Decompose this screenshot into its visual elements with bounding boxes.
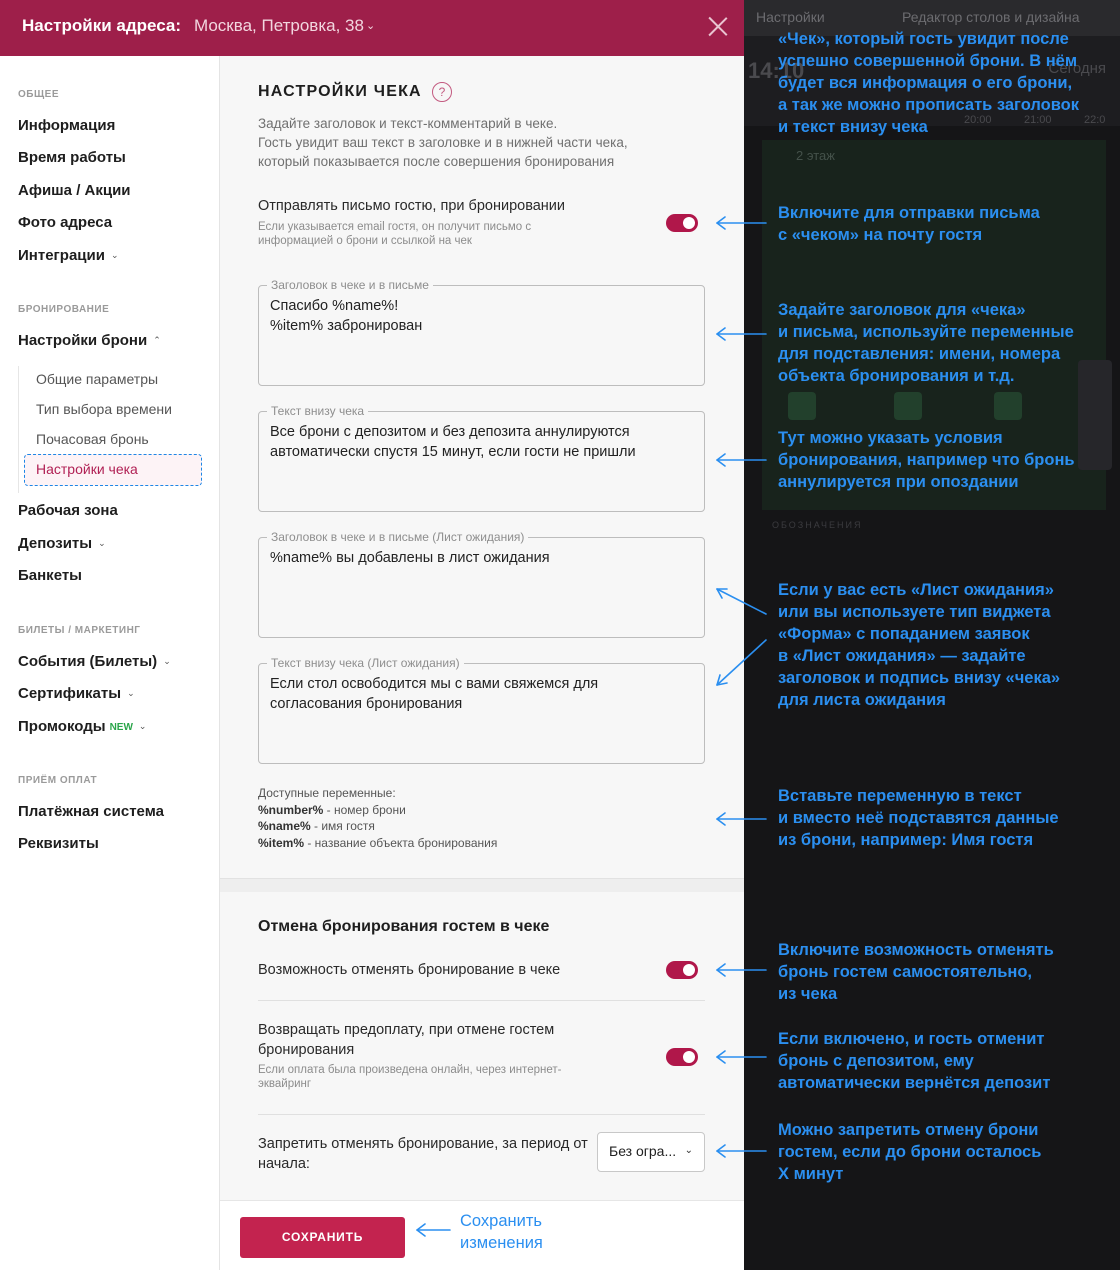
field-value[interactable]: Спасибо %name%! %item% забронирован (270, 298, 423, 334)
divider (258, 1000, 705, 1001)
annotation-waitlist (778, 579, 1060, 711)
cancel-allow-label: Возможность отменять бронирование в чеке (258, 962, 561, 978)
chevron-down-icon: ⌄ (110, 250, 119, 260)
annotation-line: Вставьте переменную в текст (778, 787, 1022, 805)
field-label: Заголовок в чеке и в письме (267, 278, 433, 292)
bg-hour: 21:00 (1024, 114, 1052, 126)
variable-item (258, 835, 497, 852)
new-badge: NEW (109, 722, 133, 733)
sidebar-item-deposits[interactable] (18, 535, 106, 552)
sidebar-subitem-hourly[interactable]: Почасовая бронь (36, 431, 149, 447)
help-icon[interactable]: ? (432, 82, 452, 102)
sidebar-item-label: Интеграции (18, 247, 105, 264)
annotation-line: бронь с депозитом, ему (778, 1052, 974, 1070)
modal-header (0, 0, 744, 56)
variable-item (258, 818, 497, 835)
chevron-down-icon: ⌄ (163, 656, 171, 666)
variable-code: %name% (258, 819, 311, 833)
refund-label: Возвращать предоплату, при отмене гостем бронирования (258, 1022, 555, 1058)
cancel-section-title: Отмена бронирования гостем в чеке (258, 918, 550, 935)
sidebar-item-banquets[interactable]: Банкеты (18, 567, 82, 584)
annotation-line: Если у вас есть «Лист ожидания» (778, 581, 1054, 599)
annotation-line: автоматически вернётся депозит (778, 1074, 1051, 1092)
annotation-header (778, 299, 1074, 387)
save-button[interactable]: СОХРАНИТЬ (240, 1217, 405, 1258)
sidebar-item-workspace[interactable]: Рабочая зона (18, 502, 118, 519)
annotation-line: а так же можно прописать заголовок (778, 96, 1079, 114)
section-tickets: БИЛЕТЫ / МАРКЕТИНГ (18, 625, 141, 636)
annotation-save (460, 1210, 543, 1254)
close-icon[interactable] (707, 15, 729, 37)
annotation-line: Можно запретить отмену брони (778, 1121, 1039, 1139)
chevron-down-icon: ⌄ (684, 1145, 693, 1156)
annotation-line: заголовок и подпись внизу «чека» (778, 669, 1061, 687)
annotation-line: Включите для отправки письма (778, 204, 1040, 222)
page-description (258, 114, 698, 171)
variable-code: %number% (258, 802, 324, 817)
sidebar-subitem-time-type[interactable]: Тип выбора времени (36, 401, 172, 417)
refund-toggle[interactable] (666, 1048, 698, 1066)
receipt-header-field[interactable] (258, 278, 705, 386)
sidebar (0, 56, 220, 1270)
annotation-variables (778, 785, 1059, 851)
annotation-line: аннулируется при опоздании (778, 473, 1019, 491)
bg-table (894, 392, 922, 420)
description-line: Задайте заголовок и текст-комментарий в чеке. (258, 116, 558, 131)
chevron-down-icon: ⌄ (98, 538, 106, 548)
bg-table (788, 392, 816, 420)
annotation-line: изменения (460, 1234, 543, 1252)
annotation-line: для листа ожидания (778, 691, 946, 709)
divider (258, 1114, 705, 1115)
field-value[interactable]: Все брони с депозитом и без депозита аннулируются автоматически спустя 15 минут, если гости не пришли (270, 424, 636, 460)
annotation-line: X минут (778, 1165, 844, 1183)
annotation-line: и вместо неё подставятся данные (778, 809, 1059, 827)
chevron-up-icon: ⌃ (153, 335, 161, 345)
bg-legend: ОБОЗНАЧЕНИЯ (772, 520, 863, 530)
address-selector[interactable]: Москва, Петровка, 38 (194, 16, 364, 35)
bg-today: Сегодня (1048, 60, 1106, 77)
annotation-line: с «чеком» на почту гостя (778, 226, 983, 244)
sidebar-item-label: Промокоды (18, 718, 106, 735)
field-label: Текст внизу чека (267, 404, 368, 418)
section-payments: ПРИЁМ ОПЛАТ (18, 775, 98, 786)
send-email-hint: Если указывается email гостя, он получит письмо с информацией о брони и ссылкой на чек (258, 221, 532, 247)
sidebar-subitem-receipt[interactable] (24, 454, 202, 486)
annotation-line: успешно совершенной брони. В нём (778, 52, 1078, 70)
bg-zoom-controls (1078, 360, 1112, 470)
annotation-line: и текст внизу чека (778, 118, 928, 136)
sidebar-item-tickets[interactable] (18, 653, 171, 670)
description-line: Гость увидит ваш текст в заголовке и в нижней части чека, (258, 135, 628, 150)
submenu-line (18, 366, 19, 493)
annotation-line: гостем, если до брони осталось (778, 1143, 1042, 1161)
sidebar-item-booking-settings[interactable] (18, 332, 161, 349)
annotation-line: или вы используете тип виджета (778, 603, 1051, 621)
annotation-line: Задайте заголовок для «чека» (778, 301, 1026, 319)
select-value: Без огра... (609, 1143, 677, 1159)
sidebar-item-label: Настройки чека (36, 461, 138, 477)
bg-floor-tab: 2 этаж (796, 148, 835, 163)
annotation-cancel (778, 939, 1054, 1005)
receipt-footer-field[interactable] (258, 404, 705, 512)
bg-time: 14:10 (748, 58, 805, 83)
annotation-email (778, 202, 1040, 246)
annotation-line: будет вся информация о его брони, (778, 74, 1073, 92)
annotation-line: в «Лист ожидания» — задайте (778, 647, 1026, 665)
field-label: Текст внизу чека (Лист ожидания) (267, 656, 464, 670)
page-title: НАСТРОЙКИ ЧЕКА (258, 83, 422, 100)
chevron-down-icon: ⌄ (127, 688, 135, 698)
variable-item (258, 802, 497, 819)
waitlist-header-field[interactable] (258, 530, 705, 638)
sidebar-item-label: Настройки брони (18, 332, 148, 349)
annotation-forbid (778, 1119, 1041, 1185)
description-line: который показывается после совершения бронирования (258, 154, 615, 169)
waitlist-footer-field[interactable] (258, 656, 705, 764)
sidebar-item-payment-system[interactable]: Платёжная система (18, 803, 164, 820)
section-divider (220, 878, 744, 892)
bg-editor-menu: Редактор столов и дизайна (902, 9, 1080, 25)
variable-code: %item% (258, 835, 305, 850)
refund-hint: Если оплата была произведена онлайн, через интернет-эквайринг (258, 1064, 562, 1090)
sidebar-item-integrations[interactable] (18, 247, 119, 264)
field-value[interactable]: %name% вы добавлены в лист ожидания (270, 550, 550, 566)
cancel-allow-toggle[interactable] (666, 961, 698, 979)
variable-desc: - название объекта бронирования (304, 835, 498, 850)
annotation-line: Если включено, и гость отменит (778, 1030, 1045, 1048)
annotation-line: и письма, используйте переменные (778, 323, 1074, 341)
sidebar-item-label: Депозиты (18, 535, 93, 552)
header-title: Настройки адреса: (22, 16, 182, 35)
sidebar-item-promocodes[interactable] (18, 718, 146, 735)
variable-desc: - номер брони (323, 802, 406, 817)
annotation-line: «Форма» с попаданием заявок (778, 625, 1030, 643)
chevron-down-icon: ⌄ (138, 721, 147, 731)
forbid-period-select[interactable] (597, 1132, 705, 1172)
bg-hour: 22:0 (1084, 114, 1106, 126)
variables-title: Доступные переменные: (258, 786, 396, 800)
section-general: ОБЩЕЕ (18, 89, 59, 100)
annotation-line: Тут можно указать условия (778, 429, 1003, 447)
annotation-line: объекта бронирования и т.д. (778, 367, 1015, 385)
variables-list (258, 785, 497, 851)
annotation-refund (778, 1028, 1050, 1094)
annotation-line: из чека (778, 985, 838, 1003)
send-email-label: Отправлять письмо гостю, при бронировании (258, 198, 566, 214)
section-booking: БРОНИРОВАНИЕ (18, 304, 110, 315)
annotation-line: для подставления: имени, номера (778, 345, 1061, 363)
sidebar-item-hours[interactable]: Время работы (18, 149, 126, 166)
sidebar-item-certificates[interactable] (18, 685, 135, 702)
annotation-receipt (778, 28, 1079, 138)
bg-settings-menu: Настройки (756, 9, 825, 25)
field-label: Заголовок в чеке и в письме (Лист ожидания) (267, 530, 528, 544)
main-panel (220, 56, 744, 1270)
sidebar-item-photos[interactable]: Фото адреса (18, 214, 113, 231)
sidebar-item-label: Сертификаты (18, 685, 122, 702)
variable-desc: - имя гостя (310, 819, 375, 833)
bg-hour: 20:00 (964, 114, 992, 126)
bg-table (994, 392, 1022, 420)
forbid-cancel-label: Запретить отменять бронирование, за период от начала: (258, 1136, 588, 1172)
annotation-line: бронирования, например что бронь (778, 451, 1075, 469)
sidebar-item-info[interactable]: Информация (18, 117, 116, 134)
sidebar-item-requisites[interactable]: Реквизиты (18, 835, 99, 852)
field-value[interactable]: Если стол освободится мы с вами свяжемся для согласования бронирования (270, 676, 599, 712)
sidebar-subitem-general[interactable]: Общие параметры (36, 371, 159, 387)
annotation-footer (778, 427, 1075, 493)
annotation-line: из брони, например: Имя гостя (778, 831, 1034, 849)
annotation-line: бронь гостем самостоятельно, (778, 963, 1033, 981)
chevron-down-icon[interactable]: ⌄ (366, 20, 376, 32)
sidebar-item-label: События (Билеты) (18, 653, 158, 670)
annotation-line: «Чек», который гость увидит после (778, 30, 1069, 48)
sidebar-item-events[interactable]: Афиша / Акции (18, 182, 131, 199)
annotation-line: Сохранить (460, 1212, 542, 1230)
send-email-toggle[interactable] (666, 214, 698, 232)
annotation-line: Включите возможность отменять (778, 941, 1054, 959)
